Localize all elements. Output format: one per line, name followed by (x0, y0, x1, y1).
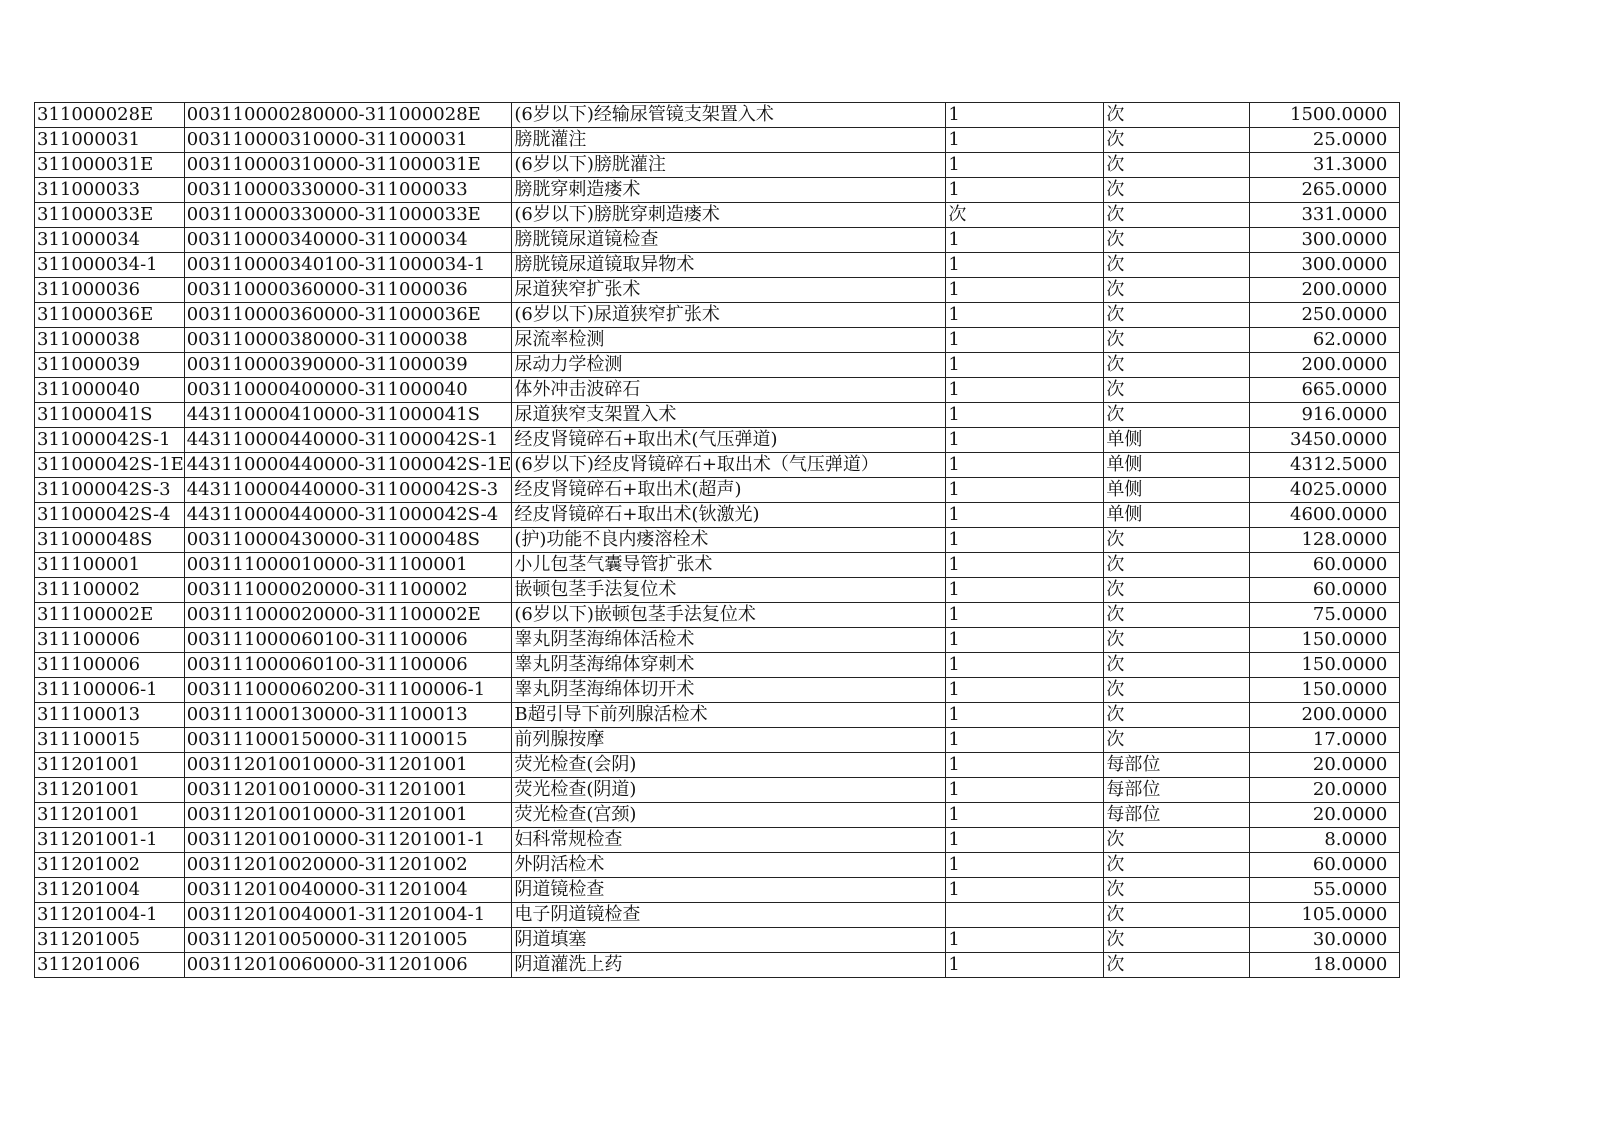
item-code-cell: 311000031E (35, 153, 185, 178)
item-name-cell: (6岁以下)尿道狭窄扩张术 (512, 303, 946, 328)
full-code-cell: 443110000440000-311000042S-4 (184, 503, 512, 528)
item-name-cell: (6岁以下)经皮肾镜碎石+取出术（气压弹道） (512, 453, 946, 478)
full-code-cell: 003111000060200-311100006-1 (184, 678, 512, 703)
unit-cell: 次 (1104, 378, 1250, 403)
quantity-cell: 1 (946, 578, 1104, 603)
item-name-cell: 妇科常规检查 (512, 828, 946, 853)
quantity-cell: 1 (946, 953, 1104, 978)
unit-cell: 单侧 (1104, 453, 1250, 478)
table-row (35, 678, 1400, 703)
item-name-cell: (护)功能不良内瘘溶栓术 (512, 528, 946, 553)
table-row (35, 878, 1400, 903)
item-code-cell: 311100013 (35, 703, 185, 728)
price-cell: 150.0000 (1250, 628, 1400, 653)
unit-cell: 次 (1104, 628, 1250, 653)
quantity-cell: 1 (946, 753, 1104, 778)
unit-cell: 每部位 (1104, 778, 1250, 803)
unit-cell: 每部位 (1104, 803, 1250, 828)
full-code-cell: 003112010010000-311201001-1 (184, 828, 512, 853)
item-code-cell: 311000042S-1E (35, 453, 185, 478)
table-row (35, 603, 1400, 628)
price-cell: 3450.0000 (1250, 428, 1400, 453)
unit-cell: 次 (1104, 253, 1250, 278)
item-name-cell: 睾丸阴茎海绵体穿刺术 (512, 653, 946, 678)
item-name-cell: (6岁以下)膀胱灌注 (512, 153, 946, 178)
table-row (35, 253, 1400, 278)
item-code-cell: 311201001-1 (35, 828, 185, 853)
table-row (35, 378, 1400, 403)
item-code-cell: 311100006-1 (35, 678, 185, 703)
quantity-cell: 1 (946, 353, 1104, 378)
table-row (35, 553, 1400, 578)
item-code-cell: 311201004-1 (35, 903, 185, 928)
table-row (35, 203, 1400, 228)
price-cell: 20.0000 (1250, 753, 1400, 778)
item-code-cell: 311000048S (35, 528, 185, 553)
price-cell: 331.0000 (1250, 203, 1400, 228)
full-code-cell: 003112010050000-311201005 (184, 928, 512, 953)
table-row (35, 778, 1400, 803)
table-row (35, 628, 1400, 653)
unit-cell: 次 (1104, 903, 1250, 928)
full-code-cell: 003112010060000-311201006 (184, 953, 512, 978)
item-name-cell: 小儿包茎气囊导管扩张术 (512, 553, 946, 578)
item-name-cell: 荧光检查(会阴) (512, 753, 946, 778)
price-cell: 4600.0000 (1250, 503, 1400, 528)
full-code-cell: 003110000400000-311000040 (184, 378, 512, 403)
unit-cell: 次 (1104, 178, 1250, 203)
quantity-cell: 1 (946, 728, 1104, 753)
item-name-cell: 嵌顿包茎手法复位术 (512, 578, 946, 603)
full-code-cell: 443110000440000-311000042S-3 (184, 478, 512, 503)
full-code-cell: 003111000130000-311100013 (184, 703, 512, 728)
table-row (35, 928, 1400, 953)
table-row (35, 528, 1400, 553)
table-row (35, 853, 1400, 878)
unit-cell: 单侧 (1104, 478, 1250, 503)
item-name-cell: 膀胱穿刺造瘘术 (512, 178, 946, 203)
table-row (35, 503, 1400, 528)
unit-cell: 次 (1104, 353, 1250, 378)
quantity-cell: 1 (946, 228, 1104, 253)
item-code-cell: 311000039 (35, 353, 185, 378)
table-row (35, 178, 1400, 203)
quantity-cell: 1 (946, 553, 1104, 578)
item-code-cell: 311000034-1 (35, 253, 185, 278)
item-code-cell: 311100015 (35, 728, 185, 753)
item-name-cell: 尿流率检测 (512, 328, 946, 353)
full-code-cell: 003110000280000-311000028E (184, 103, 512, 128)
price-cell: 200.0000 (1250, 703, 1400, 728)
table-row (35, 953, 1400, 978)
item-code-cell: 311000042S-3 (35, 478, 185, 503)
table-row (35, 328, 1400, 353)
price-cell: 4025.0000 (1250, 478, 1400, 503)
full-code-cell: 003110000340000-311000034 (184, 228, 512, 253)
item-code-cell: 311100002E (35, 603, 185, 628)
quantity-cell: 1 (946, 378, 1104, 403)
unit-cell: 次 (1104, 553, 1250, 578)
table-row (35, 703, 1400, 728)
price-cell: 300.0000 (1250, 228, 1400, 253)
quantity-cell: 1 (946, 678, 1104, 703)
table-row (35, 453, 1400, 478)
quantity-cell: 次 (946, 203, 1104, 228)
full-code-cell: 003112010040001-311201004-1 (184, 903, 512, 928)
item-code-cell: 311000036 (35, 278, 185, 303)
price-cell: 18.0000 (1250, 953, 1400, 978)
unit-cell: 次 (1104, 528, 1250, 553)
price-cell: 20.0000 (1250, 778, 1400, 803)
quantity-cell: 1 (946, 278, 1104, 303)
price-cell: 30.0000 (1250, 928, 1400, 953)
item-code-cell: 311100006 (35, 653, 185, 678)
item-code-cell: 311201006 (35, 953, 185, 978)
quantity-cell: 1 (946, 128, 1104, 153)
table-row (35, 303, 1400, 328)
item-code-cell: 311100002 (35, 578, 185, 603)
full-code-cell: 003112010010000-311201001 (184, 778, 512, 803)
price-cell: 250.0000 (1250, 303, 1400, 328)
full-code-cell: 003110000360000-311000036E (184, 303, 512, 328)
quantity-cell: 1 (946, 453, 1104, 478)
unit-cell: 单侧 (1104, 428, 1250, 453)
unit-cell: 次 (1104, 703, 1250, 728)
price-cell: 31.3000 (1250, 153, 1400, 178)
table-row (35, 753, 1400, 778)
item-code-cell: 311201002 (35, 853, 185, 878)
price-cell: 4312.5000 (1250, 453, 1400, 478)
price-cell: 60.0000 (1250, 553, 1400, 578)
price-cell: 55.0000 (1250, 878, 1400, 903)
item-name-cell: 膀胱镜尿道镜检查 (512, 228, 946, 253)
unit-cell: 次 (1104, 678, 1250, 703)
quantity-cell: 1 (946, 503, 1104, 528)
quantity-cell: 1 (946, 653, 1104, 678)
item-name-cell: (6岁以下)嵌顿包茎手法复位术 (512, 603, 946, 628)
quantity-cell: 1 (946, 528, 1104, 553)
quantity-cell: 1 (946, 703, 1104, 728)
table-row (35, 278, 1400, 303)
unit-cell: 次 (1104, 603, 1250, 628)
quantity-cell: 1 (946, 928, 1104, 953)
quantity-cell: 1 (946, 828, 1104, 853)
table-row (35, 803, 1400, 828)
item-name-cell: 外阴活检术 (512, 853, 946, 878)
full-code-cell: 003112010010000-311201001 (184, 803, 512, 828)
full-code-cell: 443110000410000-311000041S (184, 403, 512, 428)
quantity-cell: 1 (946, 853, 1104, 878)
full-code-cell: 443110000440000-311000042S-1E (184, 453, 512, 478)
item-name-cell: 尿道狭窄扩张术 (512, 278, 946, 303)
item-code-cell: 311000038 (35, 328, 185, 353)
item-code-cell: 311000033E (35, 203, 185, 228)
item-name-cell: 荧光检查(阴道) (512, 778, 946, 803)
price-cell: 62.0000 (1250, 328, 1400, 353)
item-name-cell: 睾丸阴茎海绵体活检术 (512, 628, 946, 653)
full-code-cell: 003111000010000-311100001 (184, 553, 512, 578)
price-cell: 128.0000 (1250, 528, 1400, 553)
price-cell: 665.0000 (1250, 378, 1400, 403)
price-cell: 200.0000 (1250, 278, 1400, 303)
item-code-cell: 311100001 (35, 553, 185, 578)
item-code-cell: 311201001 (35, 778, 185, 803)
full-code-cell: 003110000430000-311000048S (184, 528, 512, 553)
unit-cell: 次 (1104, 303, 1250, 328)
item-code-cell: 311201001 (35, 753, 185, 778)
price-cell: 300.0000 (1250, 253, 1400, 278)
price-cell: 17.0000 (1250, 728, 1400, 753)
table-row (35, 903, 1400, 928)
unit-cell: 次 (1104, 853, 1250, 878)
quantity-cell: 1 (946, 303, 1104, 328)
item-code-cell: 311201004 (35, 878, 185, 903)
price-cell: 265.0000 (1250, 178, 1400, 203)
table-row (35, 403, 1400, 428)
item-code-cell: 311000042S-4 (35, 503, 185, 528)
quantity-cell: 1 (946, 878, 1104, 903)
unit-cell: 次 (1104, 278, 1250, 303)
item-name-cell: 电子阴道镜检查 (512, 903, 946, 928)
quantity-cell: 1 (946, 803, 1104, 828)
full-code-cell: 003112010010000-311201001 (184, 753, 512, 778)
item-name-cell: 膀胱灌注 (512, 128, 946, 153)
quantity-cell: 1 (946, 178, 1104, 203)
quantity-cell (946, 903, 1104, 928)
item-code-cell: 311000028E (35, 103, 185, 128)
quantity-cell: 1 (946, 103, 1104, 128)
full-code-cell: 003112010020000-311201002 (184, 853, 512, 878)
item-name-cell: 体外冲击波碎石 (512, 378, 946, 403)
full-code-cell: 003110000310000-311000031E (184, 153, 512, 178)
item-name-cell: B超引导下前列腺活检术 (512, 703, 946, 728)
price-cell: 105.0000 (1250, 903, 1400, 928)
full-code-cell: 003110000330000-311000033E (184, 203, 512, 228)
price-cell: 200.0000 (1250, 353, 1400, 378)
item-name-cell: 阴道灌洗上药 (512, 953, 946, 978)
unit-cell: 次 (1104, 403, 1250, 428)
price-table-body (35, 103, 1400, 978)
quantity-cell: 1 (946, 403, 1104, 428)
item-name-cell: 前列腺按摩 (512, 728, 946, 753)
item-code-cell: 311000041S (35, 403, 185, 428)
table-row (35, 103, 1400, 128)
price-cell: 916.0000 (1250, 403, 1400, 428)
item-code-cell: 311000036E (35, 303, 185, 328)
quantity-cell: 1 (946, 328, 1104, 353)
item-name-cell: (6岁以下)经输尿管镜支架置入术 (512, 103, 946, 128)
price-cell: 20.0000 (1250, 803, 1400, 828)
item-name-cell: 经皮肾镜碎石+取出术(超声) (512, 478, 946, 503)
quantity-cell: 1 (946, 603, 1104, 628)
unit-cell: 次 (1104, 128, 1250, 153)
item-code-cell: 311100006 (35, 628, 185, 653)
item-name-cell: 尿道狭窄支架置入术 (512, 403, 946, 428)
full-code-cell: 003110000390000-311000039 (184, 353, 512, 378)
price-cell: 60.0000 (1250, 853, 1400, 878)
price-table (34, 102, 1400, 978)
price-cell: 8.0000 (1250, 828, 1400, 853)
full-code-cell: 003111000020000-311100002 (184, 578, 512, 603)
unit-cell: 次 (1104, 728, 1250, 753)
item-name-cell: 阴道镜检查 (512, 878, 946, 903)
unit-cell: 次 (1104, 653, 1250, 678)
unit-cell: 每部位 (1104, 753, 1250, 778)
item-code-cell: 311000033 (35, 178, 185, 203)
quantity-cell: 1 (946, 153, 1104, 178)
item-code-cell: 311000042S-1 (35, 428, 185, 453)
unit-cell: 次 (1104, 328, 1250, 353)
item-code-cell: 311000034 (35, 228, 185, 253)
full-code-cell: 443110000440000-311000042S-1 (184, 428, 512, 453)
price-cell: 60.0000 (1250, 578, 1400, 603)
unit-cell: 次 (1104, 578, 1250, 603)
item-name-cell: (6岁以下)膀胱穿刺造瘘术 (512, 203, 946, 228)
table-row (35, 228, 1400, 253)
table-row (35, 428, 1400, 453)
table-row (35, 728, 1400, 753)
full-code-cell: 003110000310000-311000031 (184, 128, 512, 153)
full-code-cell: 003110000360000-311000036 (184, 278, 512, 303)
unit-cell: 次 (1104, 878, 1250, 903)
item-name-cell: 经皮肾镜碎石+取出术(钬激光) (512, 503, 946, 528)
table-row (35, 153, 1400, 178)
item-name-cell: 阴道填塞 (512, 928, 946, 953)
item-code-cell: 311000031 (35, 128, 185, 153)
price-cell: 25.0000 (1250, 128, 1400, 153)
unit-cell: 次 (1104, 153, 1250, 178)
full-code-cell: 003111000020000-311100002E (184, 603, 512, 628)
full-code-cell: 003110000330000-311000033 (184, 178, 512, 203)
quantity-cell: 1 (946, 628, 1104, 653)
price-cell: 150.0000 (1250, 678, 1400, 703)
item-name-cell: 睾丸阴茎海绵体切开术 (512, 678, 946, 703)
price-cell: 150.0000 (1250, 653, 1400, 678)
item-code-cell: 311201005 (35, 928, 185, 953)
full-code-cell: 003110000380000-311000038 (184, 328, 512, 353)
unit-cell: 次 (1104, 228, 1250, 253)
item-name-cell: 经皮肾镜碎石+取出术(气压弹道) (512, 428, 946, 453)
item-name-cell: 膀胱镜尿道镜取异物术 (512, 253, 946, 278)
table-row (35, 353, 1400, 378)
full-code-cell: 003111000060100-311100006 (184, 628, 512, 653)
full-code-cell: 003111000150000-311100015 (184, 728, 512, 753)
item-name-cell: 尿动力学检测 (512, 353, 946, 378)
full-code-cell: 003112010040000-311201004 (184, 878, 512, 903)
unit-cell: 次 (1104, 953, 1250, 978)
item-code-cell: 311201001 (35, 803, 185, 828)
unit-cell: 次 (1104, 103, 1250, 128)
item-name-cell: 荧光检查(宫颈) (512, 803, 946, 828)
price-cell: 75.0000 (1250, 603, 1400, 628)
full-code-cell: 003110000340100-311000034-1 (184, 253, 512, 278)
full-code-cell: 003111000060100-311100006 (184, 653, 512, 678)
quantity-cell: 1 (946, 478, 1104, 503)
unit-cell: 次 (1104, 203, 1250, 228)
table-row (35, 128, 1400, 153)
unit-cell: 次 (1104, 828, 1250, 853)
quantity-cell: 1 (946, 428, 1104, 453)
unit-cell: 次 (1104, 928, 1250, 953)
table-row (35, 653, 1400, 678)
table-row (35, 478, 1400, 503)
table-row (35, 578, 1400, 603)
price-cell: 1500.0000 (1250, 103, 1400, 128)
quantity-cell: 1 (946, 253, 1104, 278)
item-code-cell: 311000040 (35, 378, 185, 403)
unit-cell: 单侧 (1104, 503, 1250, 528)
quantity-cell: 1 (946, 778, 1104, 803)
table-row (35, 828, 1400, 853)
